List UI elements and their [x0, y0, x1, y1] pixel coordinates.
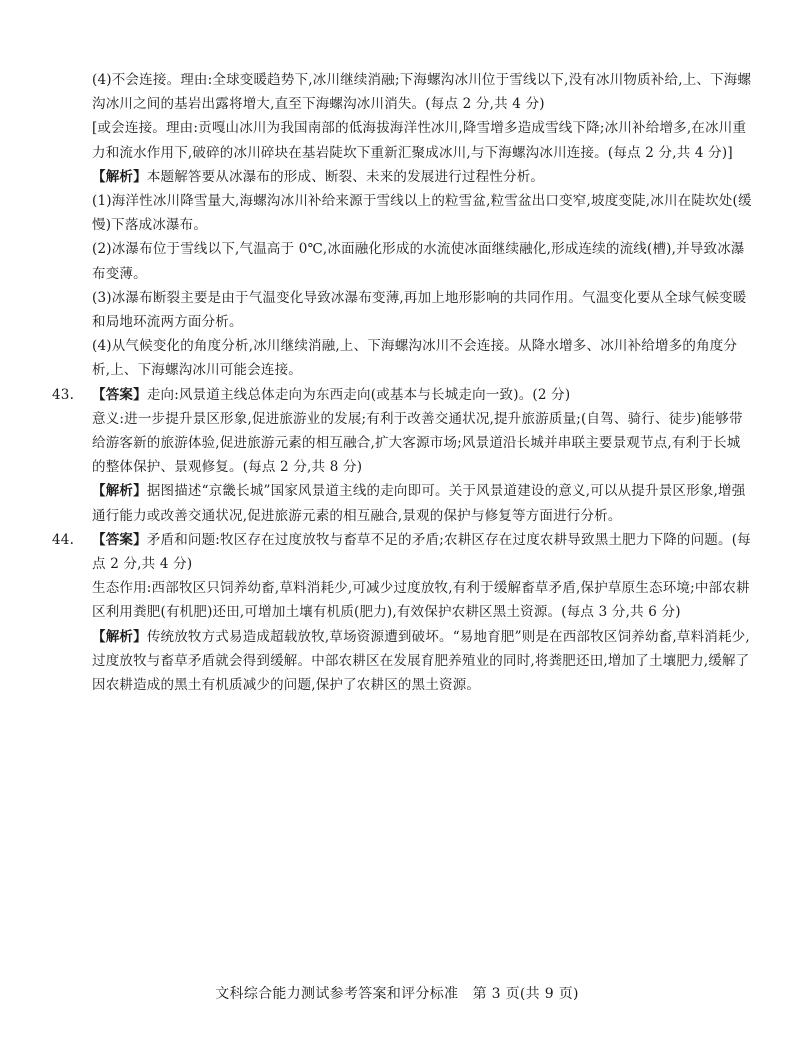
- answer-tag: 【答案】: [92, 531, 147, 548]
- q42-analysis-item-3: (3)冰瀑布断裂主要是由于气温变化导致冰瀑布变薄,再加上地形影响的共同作用。气温变化要从全球气候变暖和局地环流两方面分析。: [92, 289, 747, 331]
- analysis-tag: 【解析】: [92, 168, 147, 185]
- q43-answer: [50, 383, 752, 407]
- q42-analysis-intro: [50, 165, 752, 189]
- analysis-text: 本题解答要从冰瀑布的形成、断裂、未来的发展进行过程性分析。: [146, 168, 545, 185]
- answer-text: 矛盾和问题:牧区存在过度放牧与畜草不足的矛盾;农耕区存在过度农耕导致黑土肥力下降的问题。(每点 2 分,共 4 分): [92, 531, 751, 573]
- q42-analysis-item-4: (4)从气候变化的角度分析,冰川继续消融,上、下海螺沟冰川不会连接。从降水增多、冰川补给增多的角度分析,上、下海螺沟冰川可能会连接。: [92, 338, 738, 379]
- q42-analysis-item-2: (2)冰瀑布位于雪线以下,气温高于 0℃,冰面融化形成的水流使冰面继续融化,形成连续的流线(槽),并导致冰瀑布变薄。: [92, 241, 745, 282]
- question-number: 44.: [52, 531, 75, 548]
- page-footer: 文科综合能力测试参考答案和评分标准 第 3 页(共 9 页): [215, 986, 579, 1002]
- question-number: 43.: [52, 386, 75, 403]
- q42-analysis-item-1: (1)海洋性冰川降雪量大,海螺沟冰川补给来源于雪线以上的粒雪盆,粒雪盆出口变窄,坡度变陡,冰川在陡坎处(缓慢)下落成冰瀑布。: [92, 193, 752, 234]
- q44-answer: [50, 528, 752, 576]
- q44-analysis: [50, 625, 752, 698]
- answer-tag: 【答案】: [92, 386, 147, 403]
- analysis-tag: 【解析】: [92, 628, 147, 645]
- answer-key-body: [50, 68, 752, 697]
- answer-text: 走向:风景道主线总体走向为东西走向(或基本与长城走向一致)。(2 分): [146, 386, 571, 403]
- analysis-tag: 【解析】: [92, 483, 147, 500]
- q43-meaning: 意义:进一步提升景区形象,促进旅游业的发展;有利于改善交通状况,提升旅游质量;(自驾、骑行、徒步)能够带给游客新的旅游体验,促进旅游元素的相互融合,扩大客源市场;风景道沿长城并串联主要景观节点,有利于长城的整体保护、景观修复。(每点 2 分,共 8 分): [92, 410, 743, 476]
- analysis-text: 传统放牧方式易造成超载放牧,草场资源遭到破坏。“易地育肥”则是在西部牧区饲养幼畜,草料消耗少,过度放牧与畜草矛盾就会得到缓解。中部农耕区在发展育肥养殖业的同时,将粪肥还田,增加了土壤肥力,缓解了因农耕造成的黑土有机质减少的问题,保护了农耕区的黑土资源。: [92, 628, 750, 694]
- analysis-text: 据图描述“京畿长城”国家风景道主线的走向即可。关于风景道建设的意义,可以从提升景区形象,增强通行能力或改善交通状况,促进旅游元素的相互融合,景观的保护与修复等方面进行分析。: [92, 483, 746, 524]
- q42-alt-answer: [或会连接。理由:贡嘎山冰川为我国南部的低海拔海洋性冰川,降雪增多造成雪线下降;冰川补给增多,在冰川重力和流水作用下,破碎的冰川碎块在基岩陡坎下重新汇聚成冰川,与下海螺沟冰川连接。(每点 2 分,共 4 分)]: [92, 120, 747, 161]
- q44-ecology: 生态作用:西部牧区只饲养幼畜,草料消耗少,可减少过度放牧,有利于缓解畜草矛盾,保护草原生态环境;中部农耕区利用粪肥(有机肥)还田,可增加土壤有机质(肥力),有效保护农耕区黑土资源。(每点 3 分,共 6 分): [92, 580, 750, 621]
- q42-answer-part4: (4)不会连接。理由:全球变暖趋势下,冰川继续消融;下海螺沟冰川位于雪线以下,没有冰川物质补给,上、下海螺沟冰川之间的基岩出露将增大,直至下海螺沟冰川消失。(每点 2 分,共 4 分): [92, 72, 752, 113]
- q43-analysis: [50, 479, 752, 527]
